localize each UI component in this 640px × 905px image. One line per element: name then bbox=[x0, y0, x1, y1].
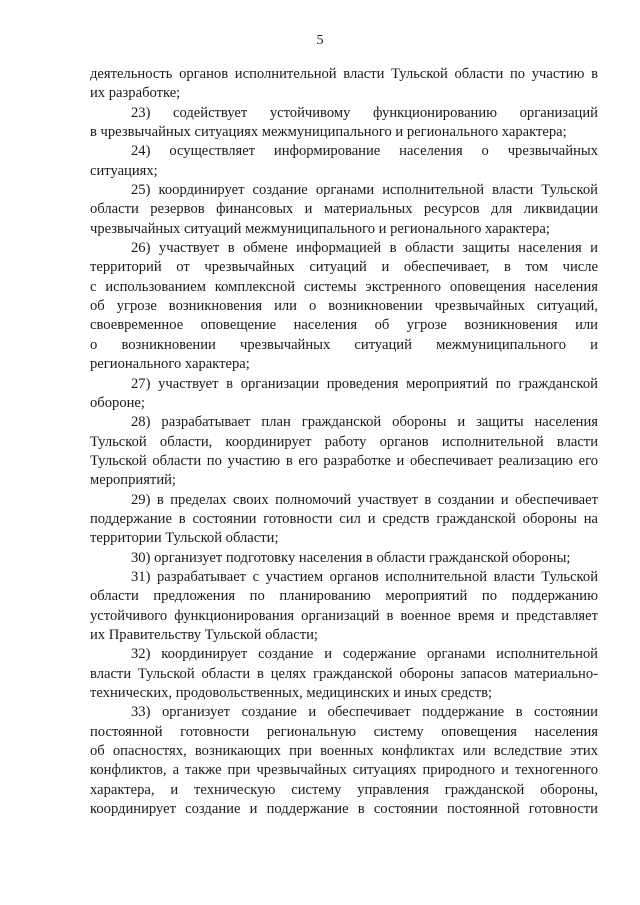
text-line: 27) участвует в организации проведения мероприятий по гражданской bbox=[131, 375, 598, 392]
text-line: координирует создание и поддержание в состоянии постоянной готовности bbox=[90, 801, 598, 818]
text-line: 23) содействует устойчивому функционированию организаций bbox=[131, 104, 598, 121]
text-line: поддержание в состоянии готовности сил и средств гражданской обороны на bbox=[90, 510, 598, 527]
text-line: регионального характера; bbox=[90, 356, 250, 373]
text-line: их разработке; bbox=[90, 85, 181, 102]
text-line: об угрозе возникновения или о возникновении чрезвычайных ситуаций, bbox=[90, 298, 598, 315]
text-line: территорий от чрезвычайных ситуаций и обеспечивает, в том числе bbox=[90, 259, 598, 276]
text-line: о возникновении чрезвычайных ситуаций межмуниципального и bbox=[90, 336, 598, 353]
text-line: Тульской области, координирует работу органов исполнительной власти bbox=[90, 433, 598, 450]
text-line: устойчивого функционирования организаций в военное время и представляет bbox=[90, 607, 598, 624]
text-line: чрезвычайных ситуаций межмуниципального и регионального характера; bbox=[90, 220, 550, 237]
text-line: своевременное оповещение населения об угрозе возникновения или bbox=[90, 317, 598, 334]
text-line: 25) координирует создание органами исполнительной власти Тульской bbox=[131, 182, 598, 199]
text-line: постоянной готовности региональную систему оповещения населения bbox=[90, 723, 598, 740]
text-line: 32) координирует создание и содержание органами исполнительной bbox=[131, 646, 598, 663]
text-line: Тульской области по участию в его разработке и обеспечивает реализацию его bbox=[90, 452, 598, 469]
text-line: технических, продовольственных, медицинских и иных средств; bbox=[90, 685, 493, 701]
text-line: мероприятий; bbox=[90, 472, 176, 489]
text-line: конфликтов, а также при чрезвычайных ситуациях природного и техногенного bbox=[90, 762, 598, 779]
text-line: области предложения по планированию мероприятий по поддержанию bbox=[90, 588, 598, 605]
text-line: об опасностях, возникающих при военных конфликтах или вследствие этих bbox=[90, 743, 598, 760]
text-line: 26) участвует в обмене информацией в области защиты населения и bbox=[131, 240, 598, 257]
text-line: деятельность органов исполнительной власти Тульской области по участию в bbox=[90, 66, 598, 82]
text-line: 30) организует подготовку населения в области гражданской обороны; bbox=[131, 549, 571, 566]
text-line: территории Тульской области; bbox=[90, 530, 279, 547]
page-number: 5 bbox=[316, 33, 324, 48]
text-line: 31) разрабатывает с участием органов исполнительной власти Тульской bbox=[131, 568, 598, 585]
text-line: их Правительству Тульской области; bbox=[90, 626, 318, 643]
text-line: ситуациях; bbox=[90, 162, 158, 179]
text-line: обороне; bbox=[90, 394, 145, 411]
text-line: 33) организует создание и обеспечивает поддержание в состоянии bbox=[131, 704, 598, 721]
text-line: в чрезвычайных ситуациях межмуниципального и регионального характера; bbox=[90, 124, 567, 141]
text-line: области резервов финансовых и материальных ресурсов для ликвидации bbox=[90, 201, 598, 218]
text-line: власти Тульской области в целях гражданской обороны запасов материально- bbox=[90, 665, 598, 682]
text-line: с использованием комплексной системы экстренного оповещения населения bbox=[90, 278, 598, 295]
text-line: 24) осуществляет информирование населения о чрезвычайных bbox=[131, 143, 598, 160]
text-line: 28) разрабатывает план гражданской обороны и защиты населения bbox=[131, 414, 598, 431]
text-line: 29) в пределах своих полномочий участвует в создании и обеспечивает bbox=[131, 491, 598, 508]
document-body bbox=[90, 65, 598, 819]
text-line: характера, и техническую систему управления гражданской обороны, bbox=[90, 781, 598, 798]
